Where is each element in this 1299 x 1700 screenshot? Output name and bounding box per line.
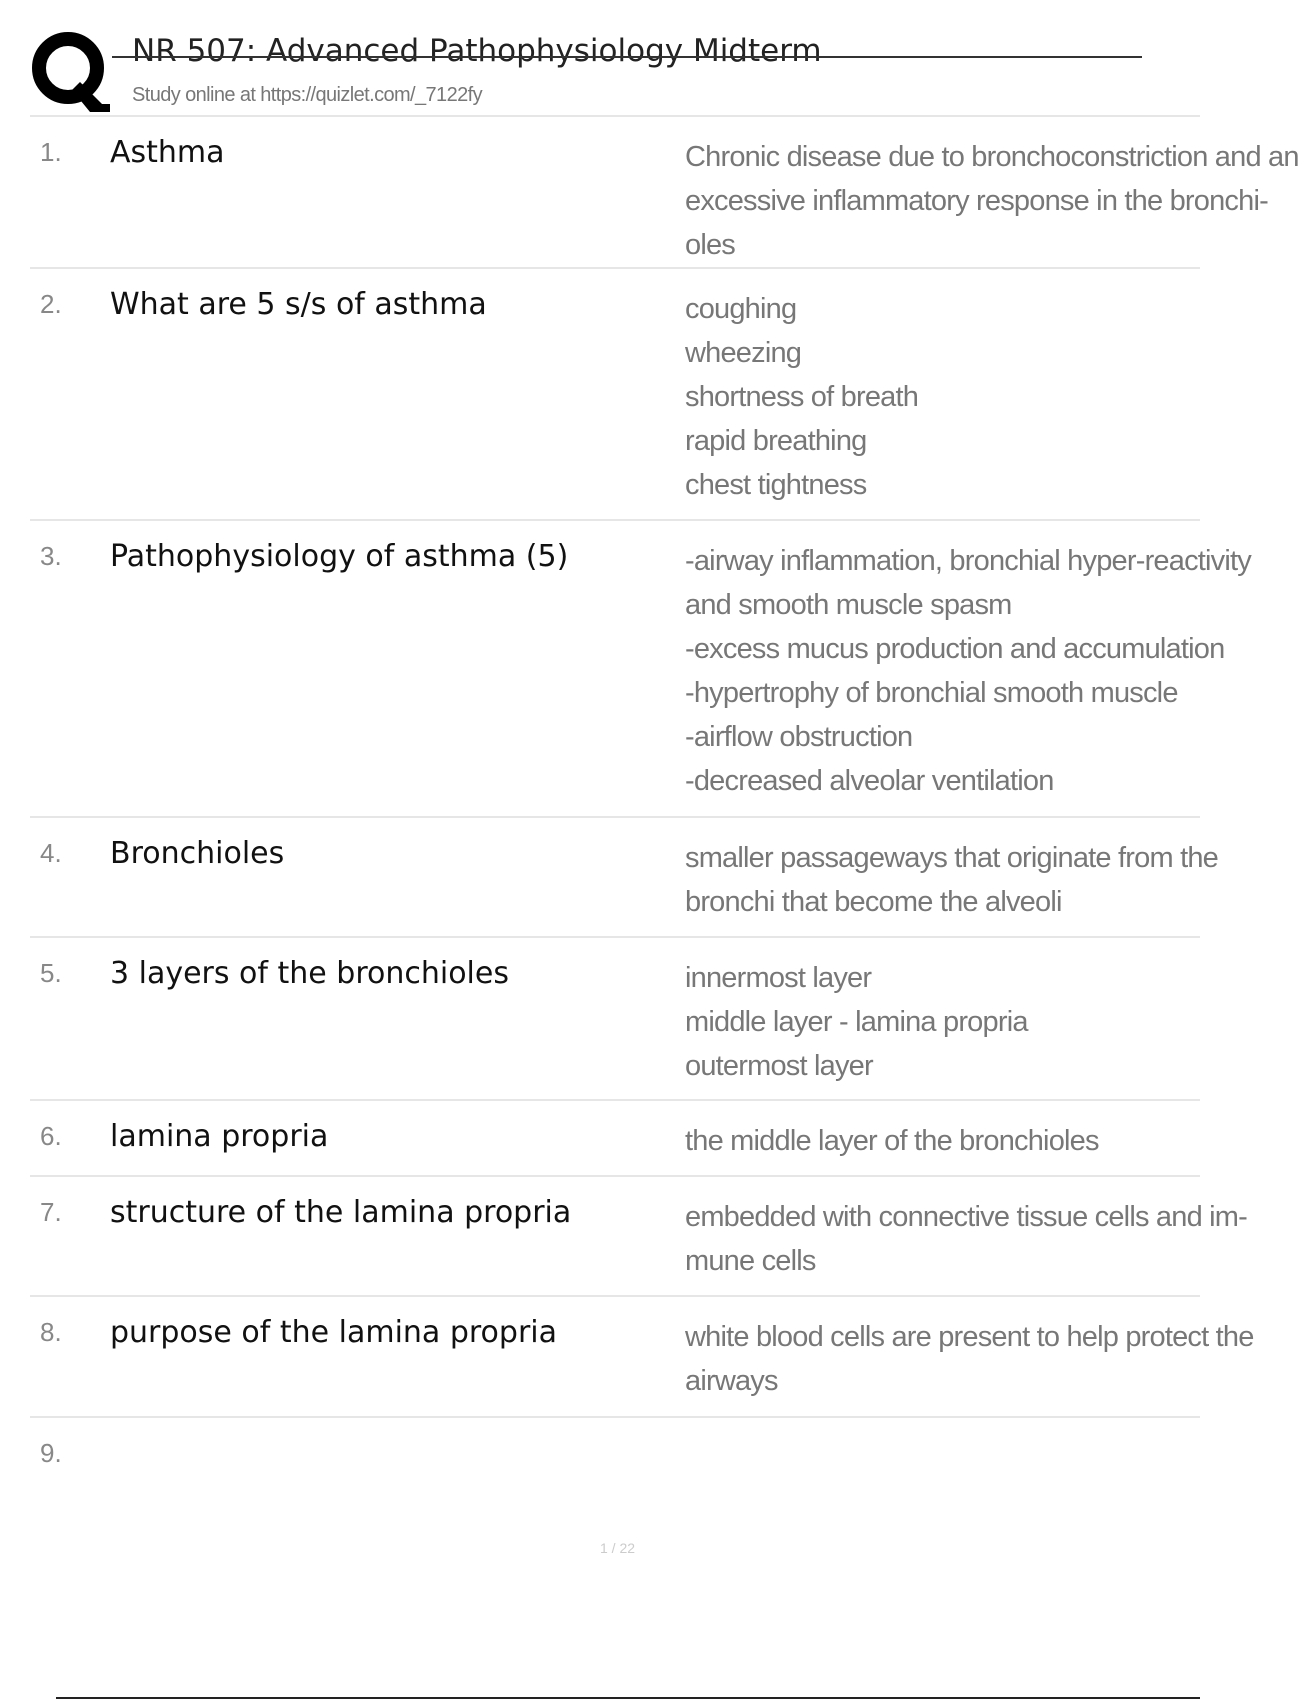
definition-line: middle layer - lamina propria [685,1006,1028,1038]
definition-line: mune cells [685,1245,816,1277]
flashcard-row [30,818,1218,938]
definition-line: Chronic disease due to bronchoconstriction and an [685,141,1299,173]
row-number: 4. [40,838,62,868]
definition [685,1195,1248,1283]
row-number: 5. [40,958,62,988]
flashcard-row [30,1101,1200,1177]
term: Pathophysiology of asthma (5) [110,539,569,574]
page-bottom-rule [56,1697,1200,1699]
definition-line: coughing [685,293,797,325]
study-online-link[interactable]: Study online at https://quizlet.com/_7122fy [132,84,482,106]
definition-line: -airway inflammation, bronchial hyper-reactivity [685,545,1251,577]
definition [685,135,1299,267]
flashcard-table [30,115,1299,1508]
definition-line: smaller passageways that originate from the [685,842,1218,874]
flashcard-row [30,1177,1248,1297]
flashcard-row [30,521,1251,818]
flashcard-row [30,117,1299,269]
definition-line: rapid breathing [685,425,867,457]
row-number: 1. [40,137,62,167]
definition-line: wheezing [685,337,802,369]
definition [685,539,1251,803]
definition [685,1315,1254,1403]
row-number: 3. [40,541,62,571]
definition-line: embedded with connective tissue cells and im- [685,1201,1248,1233]
row-number: 7. [40,1197,62,1227]
definition-line: -hypertrophy of bronchial smooth muscle [685,677,1178,709]
flashcard-row [30,1418,1200,1508]
term: structure of the lamina propria [110,1195,572,1230]
definition-line: oles [685,229,735,261]
document-title: NR 507: Advanced Pathophysiology Midterm [132,33,822,69]
term: Bronchioles [110,836,285,871]
definition-line: excessive inflammatory response in the bronchi- [685,185,1268,217]
term: lamina propria [110,1119,329,1154]
definition-line: shortness of breath [685,381,919,413]
quizlet-logo-icon [30,30,110,112]
flashcard-row [30,938,1200,1101]
definition [685,1119,1215,1163]
row-number: 2. [40,289,62,319]
definition [685,956,1215,1088]
title-strike-rule [112,56,1142,58]
definition-line: airways [685,1365,778,1397]
flashcard-row [30,1297,1254,1418]
definition-line: the middle layer of the bronchioles [685,1125,1099,1157]
definition-line: -airflow obstruction [685,721,913,753]
row-number: 9. [40,1438,62,1468]
term: Asthma [110,135,225,170]
row-number: 8. [40,1317,62,1347]
definition-line: bronchi that become the alveoli [685,886,1062,918]
definition-line: -decreased alveolar ventilation [685,765,1054,797]
definition-line: chest tightness [685,469,867,501]
row-number: 6. [40,1121,62,1151]
definition [685,287,1215,507]
term: 3 layers of the bronchioles [110,956,509,991]
term: What are 5 s/s of asthma [110,287,487,322]
definition-line: and smooth muscle spasm [685,589,1012,621]
page-number: 1 / 22 [600,1540,636,1556]
definition-line: outermost layer [685,1050,873,1082]
definition-line: white blood cells are present to help protect the [685,1321,1254,1353]
definition [685,836,1218,924]
definition-line: -excess mucus production and accumulation [685,633,1225,665]
flashcard-row [30,269,1200,521]
definition-line: innermost layer [685,962,872,994]
term: purpose of the lamina propria [110,1315,558,1350]
